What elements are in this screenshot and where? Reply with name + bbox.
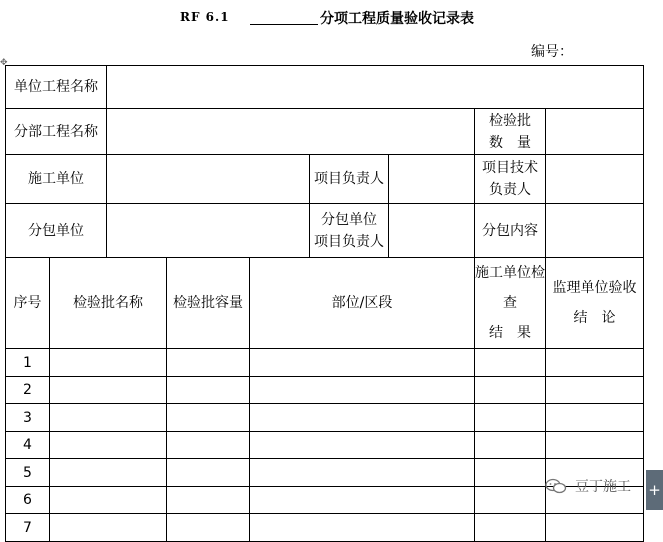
sub-project-label: 分部工程名称 [6,109,107,155]
batch-count-value[interactable] [546,109,644,155]
construction-unit-label: 施工单位 [6,155,107,204]
row-batch-capacity[interactable] [167,432,250,459]
title-blank-line [250,24,318,25]
row-supervision[interactable] [546,514,644,542]
row-construction-unit [6,155,644,204]
batch-capacity-header: 检验批容量 [167,258,250,349]
row-batch-capacity[interactable] [167,514,250,542]
row-batch-name[interactable] [50,459,167,487]
row-batch-capacity[interactable] [167,349,250,377]
form-header [0,8,663,30]
unit-project-value[interactable] [107,66,644,109]
wechat-icon [545,478,567,494]
tech-manager-label-line2: 负责人 [489,182,531,198]
row-construction-check[interactable] [475,404,546,432]
row-location[interactable] [250,404,475,432]
tech-manager-label [475,155,546,204]
unit-project-label: 单位工程名称 [6,66,107,109]
row-seq: 5 [6,459,50,487]
row-seq: 4 [6,432,50,459]
row-location[interactable] [250,432,475,459]
construction-check-header-line2: 结 果 [489,325,531,341]
construction-check-header [475,258,546,349]
sub-content-value[interactable] [546,204,644,258]
row-construction-check[interactable] [475,514,546,542]
subcontract-unit-value[interactable] [107,204,310,258]
row-location[interactable] [250,377,475,404]
row-seq: 3 [6,404,50,432]
column-header-row [6,258,644,349]
tech-manager-value[interactable] [546,155,644,204]
row-batch-name[interactable] [50,487,167,514]
seq-header: 序号 [6,258,50,349]
tech-manager-label-line1: 项目技术 [482,160,538,176]
expand-side-tab[interactable]: + [646,470,663,510]
construction-unit-value[interactable] [107,155,310,204]
row-construction-check[interactable] [475,459,546,487]
watermark [545,476,631,496]
sub-manager-label [310,204,389,258]
row-batch-name[interactable] [50,404,167,432]
form-code: RF 6.1 [180,10,230,24]
row-construction-check[interactable] [475,432,546,459]
table-row [6,404,644,432]
anchor-icon: ✥ [0,58,8,68]
row-subcontract-unit [6,204,644,258]
row-location[interactable] [250,514,475,542]
subcontract-unit-label: 分包单位 [6,204,107,258]
row-batch-capacity[interactable] [167,377,250,404]
table-row [6,514,644,542]
sub-content-label: 分包内容 [475,204,546,258]
row-location[interactable] [250,459,475,487]
row-construction-check[interactable] [475,487,546,514]
inspection-form-table [5,65,644,542]
project-manager-value[interactable] [389,155,475,204]
supervision-header-line2: 结 论 [573,310,616,326]
watermark-text: 豆丁施工 [575,479,631,495]
row-batch-name[interactable] [50,514,167,542]
sub-project-value[interactable] [107,109,475,155]
row-construction-check[interactable] [475,349,546,377]
row-location[interactable] [250,487,475,514]
row-batch-capacity[interactable] [167,487,250,514]
row-seq: 1 [6,349,50,377]
row-supervision[interactable] [546,349,644,377]
row-seq: 6 [6,487,50,514]
project-manager-label: 项目负责人 [310,155,389,204]
row-unit-project [6,66,644,109]
row-supervision[interactable] [546,377,644,404]
table-row [6,432,644,459]
form-title: 分项工程质量验收记录表 [320,11,474,27]
row-location[interactable] [250,349,475,377]
batch-count-label [475,109,546,155]
batch-count-label-line2: 数 量 [489,134,531,151]
row-batch-name[interactable] [50,349,167,377]
table-row [6,349,644,377]
batch-count-label-line1: 检验批 [489,112,531,129]
sub-manager-label-line2: 项目负责人 [314,233,384,250]
table-row [6,377,644,404]
row-construction-check[interactable] [475,377,546,404]
row-batch-capacity[interactable] [167,404,250,432]
batch-name-header: 检验批名称 [50,258,167,349]
sub-manager-value[interactable] [389,204,475,258]
row-sub-project [6,109,644,155]
row-batch-name[interactable] [50,432,167,459]
row-supervision[interactable] [546,404,644,432]
row-seq: 2 [6,377,50,404]
supervision-header-line1: 监理单位验收 [552,280,637,296]
row-batch-name[interactable] [50,377,167,404]
row-supervision[interactable] [546,432,644,459]
row-seq: 7 [6,514,50,542]
sub-manager-label-line1: 分包单位 [321,211,377,228]
row-batch-capacity[interactable] [167,459,250,487]
location-header: 部位/区段 [250,258,475,349]
number-label: 编号： [531,44,573,60]
supervision-header [546,258,644,349]
construction-check-header-line1: 施工单位检查 [475,265,545,311]
